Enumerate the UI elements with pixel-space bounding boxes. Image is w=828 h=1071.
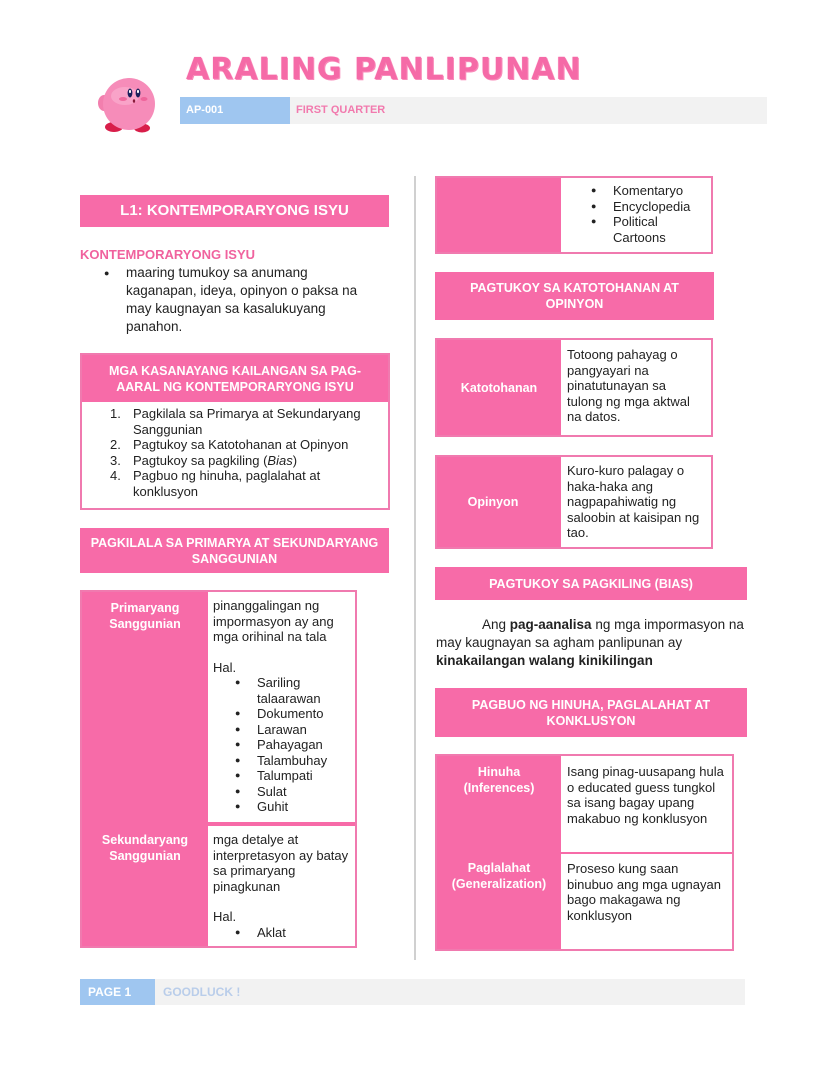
secondary-continued-table bbox=[435, 176, 713, 254]
secondary-continued-cell bbox=[561, 178, 711, 252]
example-item: ● Sulat bbox=[235, 784, 350, 800]
skills-box bbox=[80, 353, 390, 510]
fact-desc: Totoong pahayag o pangyayari na pinatutunayan sa tulong ng mga aktwal na datos. bbox=[561, 340, 711, 435]
fact-opinion-heading-banner bbox=[435, 272, 714, 320]
opinion-desc: Kuro-kuro palagay o haka-haka ang nagpapahiwatig ng saloobin at kaisipan ng tao. bbox=[561, 457, 711, 547]
footer-message: GOODLUCK ! bbox=[163, 985, 241, 999]
course-code: AP-001 bbox=[180, 97, 290, 124]
example-item: ● Talumpati bbox=[235, 768, 350, 784]
example-item: ● Political Cartoons bbox=[591, 214, 711, 245]
definition-bullet: ● maaring tumukoy sa anumang kaganapan, ideya, opinyon o paksa na may kaugnayan sa kasalukuyang panahon. bbox=[104, 264, 379, 336]
inference-heading: PAGBUO NG HINUHA, PAGLALAHAT AT KONKLUSYON bbox=[471, 697, 711, 728]
skill-item-4: 4. Pagbuo ng hinuha, paglalahat at konklusyon bbox=[110, 468, 321, 499]
example-item: ● Dokumento bbox=[235, 706, 350, 722]
inference-heading-banner bbox=[435, 688, 747, 737]
definition-text bbox=[104, 264, 379, 336]
primary-hal: Hal. bbox=[213, 659, 237, 675]
fact-opinion-heading: PAGTUKOY SA KATOTOHANAN AT OPINYON bbox=[470, 281, 679, 311]
secondary-examples bbox=[213, 925, 350, 941]
skill-item-1: 1. Pagkilala sa Primarya at Sekundaryang Sanggunian bbox=[110, 406, 361, 437]
inference-table bbox=[435, 754, 734, 951]
example-item: ● Talambuhay bbox=[235, 753, 350, 769]
lesson-title-banner bbox=[80, 195, 389, 227]
secondary-desc: mga detalye at interpretasyon ay batay sa primaryang pinagkunan bbox=[213, 832, 349, 894]
secondary-hal: Hal. bbox=[213, 909, 237, 924]
fact-label: Katotohanan bbox=[460, 380, 538, 395]
kirby-mascot-icon bbox=[98, 77, 160, 133]
bias-heading-banner bbox=[435, 567, 747, 600]
primary-value-cell bbox=[208, 592, 355, 822]
example-item: ● Larawan bbox=[235, 722, 350, 738]
secondary-value-cell bbox=[208, 826, 355, 946]
paglalahat-desc: Proseso kung saan binubuo ang mga ugnayan bago makagawa ng konklusyon bbox=[561, 854, 732, 949]
secondary-label-cell bbox=[82, 824, 208, 946]
bias-heading: PAGTUKOY SA PAGKILING (BIAS) bbox=[489, 576, 693, 591]
hinuha-label: Hinuha (Inferences) bbox=[463, 765, 535, 795]
bias-paragraph: Ang pag-aanalisa ng mga impormasyon na may kaugnayan sa agham panlipunan ay kinakailangan walang kinikilingan bbox=[436, 617, 744, 668]
paglalahat-label: Paglalahat (Generalization) bbox=[451, 861, 547, 891]
sources-table bbox=[80, 590, 357, 948]
example-item: ● Aklat bbox=[235, 925, 350, 941]
column-divider bbox=[414, 176, 416, 960]
primary-examples bbox=[213, 675, 350, 815]
primary-desc: pinanggalingan ng impormasyon ay ang mga orihinal na tala bbox=[213, 598, 334, 644]
example-item: ● Pahayagan bbox=[235, 737, 350, 753]
secondary-label: Sekundaryang Sanggunian bbox=[101, 833, 189, 863]
skill-item-3: 3. Pagtukoy sa pagkiling (Bias) bbox=[110, 452, 298, 468]
example-item: ● Komentaryo bbox=[591, 183, 711, 199]
skills-heading: MGA KASANAYANG KAILANGAN SA PAG-AARAL NG KONTEMPORARYONG ISYU bbox=[108, 363, 362, 394]
example-item: ● Guhit bbox=[235, 799, 350, 815]
sources-heading-banner bbox=[80, 528, 389, 573]
opinion-label: Opinyon bbox=[467, 495, 519, 509]
sources-heading: PAGKILALA SA PRIMARYA AT SEKUNDARYANG SANGGUNIAN bbox=[90, 535, 379, 566]
page-number: PAGE 1 bbox=[80, 979, 155, 1005]
page-title: ARALING PANLIPUNAN bbox=[186, 52, 582, 87]
lesson-title: L1: KONTEMPORARYONG ISYU bbox=[120, 202, 349, 219]
skill-item-2: 2. Pagtukoy sa Katotohanan at Opinyon bbox=[110, 437, 349, 452]
example-item: ● Sariling talaarawan bbox=[235, 675, 350, 706]
hinuha-desc: Isang pinag-uusapang hula o educated guess tungkol sa isang bagay upang makabuo ng konklusyon bbox=[561, 756, 732, 852]
skills-list bbox=[82, 402, 388, 499]
skills-heading-banner bbox=[82, 355, 388, 402]
primary-label: Primaryang Sanggunian bbox=[109, 601, 181, 631]
opinion-table bbox=[435, 455, 713, 549]
definition-heading: KONTEMPORARYONG ISYU bbox=[80, 247, 256, 262]
primary-label-cell bbox=[82, 592, 208, 824]
quarter-label: FIRST QUARTER bbox=[296, 104, 386, 116]
fact-table bbox=[435, 338, 713, 437]
example-item: ● Encyclopedia bbox=[591, 199, 711, 215]
